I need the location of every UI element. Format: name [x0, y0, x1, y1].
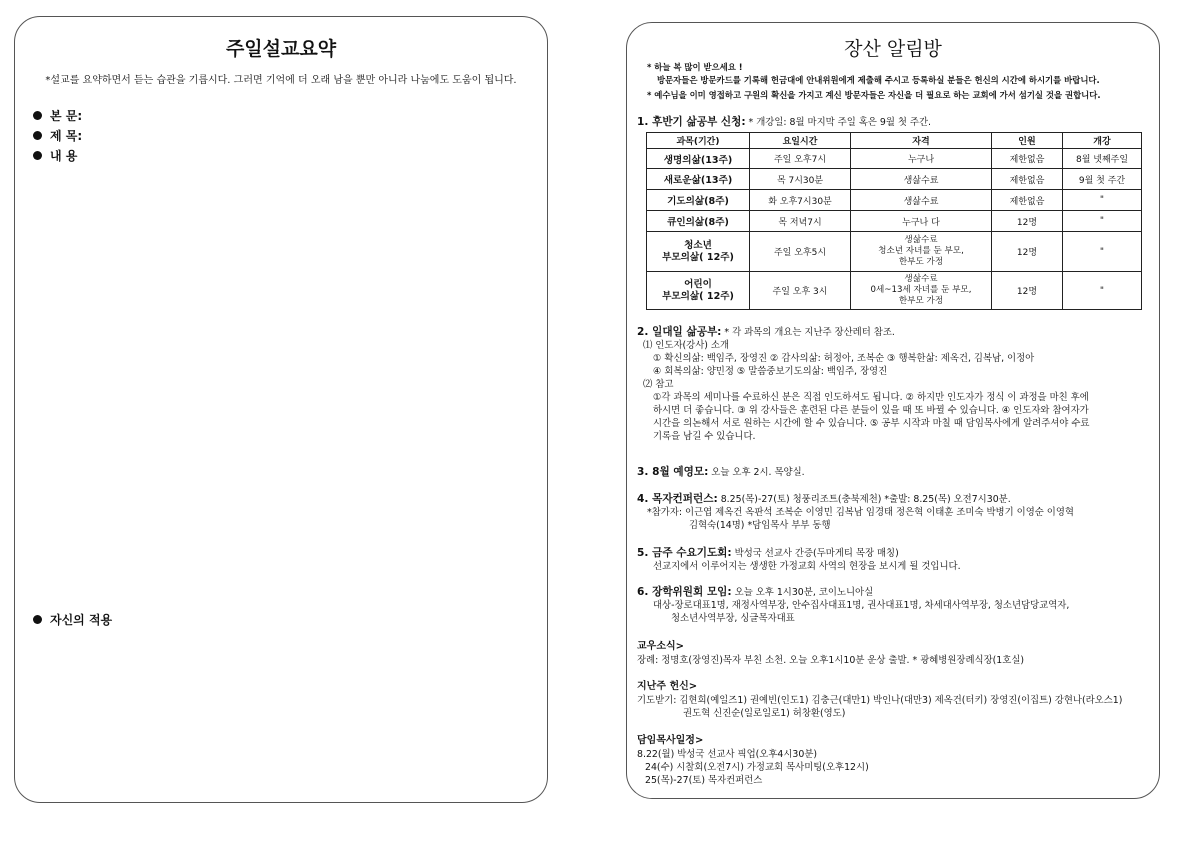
- table-row: 생명의삶(13주) 주일 오후7시 누구나 제한없음 8월 넷째주일: [647, 149, 1142, 169]
- table-row: 청소년 부모의삶( 12주) 주일 오후5시 생삶수료 청소년 자녀를 둔 부모, 한부도 가정 12명 ": [647, 232, 1142, 272]
- last-week-dedication: 지난주 헌신> 기도받기: 김현희(예일즈1) 권예빈(인도1) 김충근(대만1) 박인나(대만3) 제옥건(터키) 장영진(이집트) 강현나(라오스1) 권도혁 신진순(일로일로1) 허창환(영도): [637, 681, 1123, 719]
- notice-believers: * 예수님을 이미 영접하고 구원의 확신을 가지고 계신 방문자들은 자신을 더 필요로 하는 교회에 가서 섬기실 것을 권합니다.: [647, 90, 1101, 100]
- announcements-title: 장산 알림방: [844, 38, 942, 60]
- schedule-table: [646, 132, 1142, 310]
- section-3: 3. 8월 예영모: 오늘 오후 2시. 목양실.: [637, 466, 805, 478]
- church-news: 교우소식> 장례: 정명호(장영진)목자 부친 소천. 오늘 오후1시10분 운상 출발. * 광혜병원장례식장(1호실): [637, 641, 1025, 666]
- table-row: 큐인의삶(8주) 목 저녁7시 누구나 다 12명 ": [647, 211, 1142, 232]
- bullet-dot-icon: [33, 615, 42, 624]
- section-5: 5. 금주 수요기도회: 박성국 선교사 간증(두마게티 목장 매칭) 선교지에서 이루어지는 생생한 가정교회 사역의 현장을 보시게 될 것입니다.: [637, 547, 961, 572]
- sermon-fields: [33, 105, 82, 165]
- bullet-content: 내 용: [33, 145, 82, 165]
- notice-visitors: * 하늘 복 많이 받으세요 ! 방문자들은 방문카드를 기록해 헌금대에 안내위원에게 제출해 주시고 등록하실 분들은 헌신의 시간에 하시기를 바랍니다.: [647, 62, 1100, 85]
- table-header-row: 과목(기간) 요일시간 자격 인원 개강: [647, 133, 1142, 149]
- announcements-panel: [626, 22, 1160, 799]
- bullet-scripture: 본 문:: [33, 105, 82, 125]
- bullet-dot-icon: [33, 151, 42, 160]
- sermon-summary-panel: [14, 16, 548, 803]
- section-2: 2. 일대일 삶공부: * 각 과목의 개요는 지난주 장산레터 참조. ⑴ 인도자(강사) 소개 ① 확신의삶: 백임주, 장영진 ② 감사의삶: 허정아, 조복순 ③ 행복한삶: 제옥건, 김복남, 이정아 ④ 회복의삶: 양민정 ⑤ 말씀중보기도의삶: 백임주, 장영진 ⑵ 참고 ①각 과목의 세미나를 수료하신 분은 직접 인도하셔도 됩니다. ② 하지만 인도자가 정식 이 과정을 마친 후에 하시면 더 좋습니다. ③ 위 강사들은 훈련된 다른 분들이 있을 때 또 바뀔 수 있습니다. ④ 인도자와 참여자가 시간을 의논해서 서로 원하는 시간에 할 수 있습니다. ⑤ 공부 시작과 마칠 때 담임목사에게 알려주셔야 수료 기록을 남길 수 있습니다.: [637, 326, 1090, 442]
- bullet-dot-icon: [33, 131, 42, 140]
- section-6: 6. 장학위원회 모임: 오늘 오후 1시30분, 코이노니아실 대상-장로대표1명, 재정사역부장, 안수집사대표1명, 권사대표1명, 차세대사역부장, 청소년담당교역자, 청소년사역부장, 싱글목자대표: [637, 586, 1070, 624]
- table-row: 기도의삶(8주) 화 오후7시30분 생삶수료 제한없음 ": [647, 190, 1142, 211]
- section-4: 4. 목자컨퍼런스: 8.25(목)-27(토) 청풍리조트(충북제천) *출발: 8.25(목) 오전7시30분. *참가자: 이근엽 제옥건 옥판석 조복순 이영민 김복남 임경태 정은혁 이태훈 조미숙 박병기 이영순 이영혁 김혁숙(14명) *담임목사 부부 동행: [637, 493, 1074, 531]
- pastor-schedule: 담임목사일정> 8.22(월) 박성국 선교사 픽업(오후4시30분) 24(수) 시찰회(오전7시) 가정교회 목사미팅(오후12시) 25(목)-27(토) 목자컨퍼런스: [637, 735, 869, 786]
- bullet-title: 제 목:: [33, 125, 82, 145]
- bullet-dot-icon: [33, 111, 42, 120]
- sermon-summary-title: 주일설교요약: [225, 38, 337, 60]
- table-row: 새로운삶(13주) 목 7시30분 생삶수료 제한없음 9월 첫 주간: [647, 169, 1142, 190]
- bullet-application: 자신의 적용: [33, 611, 112, 628]
- sermon-summary-note: *설교를 요약하면서 듣는 습관을 기릅시다. 그러면 기억에 더 오래 남을 뿐만 아니라 나눔에도 도움이 됩니다.: [45, 75, 517, 86]
- table-row: 어린이 부모의삶( 12주) 주일 오후 3시 생삶수료 0세~13세 자녀를 둔 부모, 한부모 가정 12명 ": [647, 272, 1142, 310]
- section-1-heading: 1. 후반기 삶공부 신청: * 개강일: 8월 마지막 주일 혹은 9월 첫 주간.: [637, 116, 931, 128]
